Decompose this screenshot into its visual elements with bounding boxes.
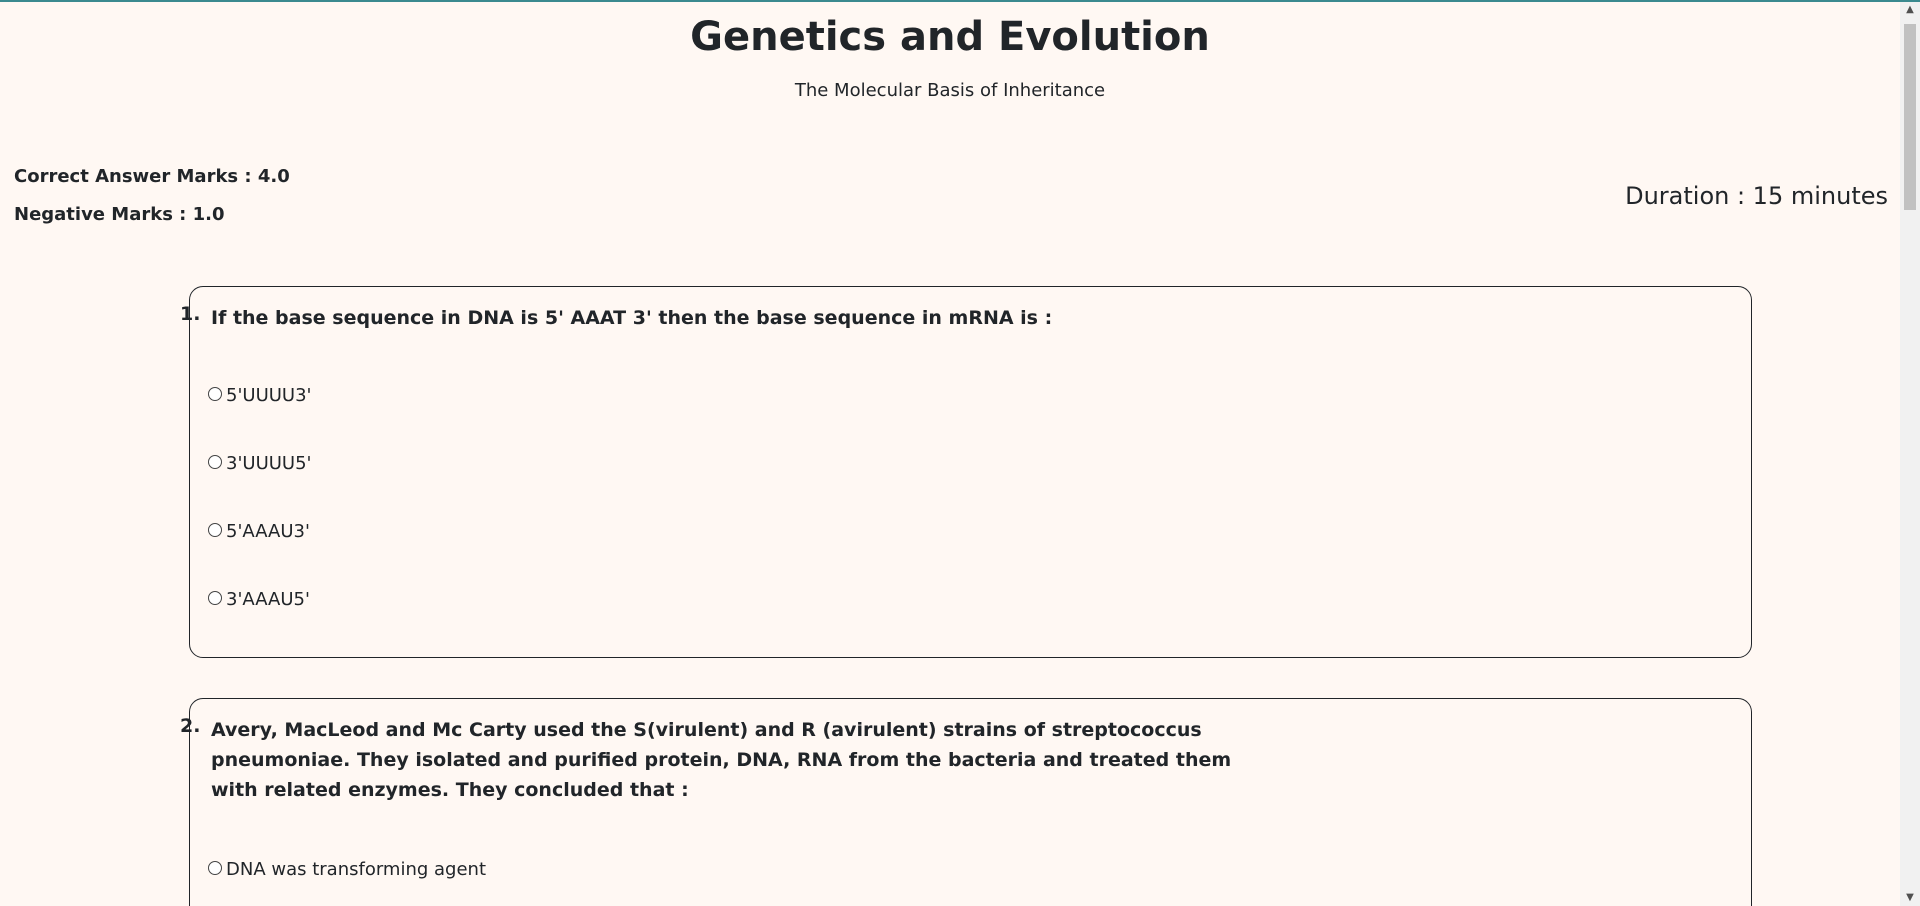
radio-button-icon[interactable] xyxy=(208,455,222,469)
question-number: 1. xyxy=(180,303,201,325)
question-card-1 xyxy=(180,286,1752,658)
option-1b[interactable] xyxy=(208,453,312,474)
option-1a[interactable] xyxy=(208,385,312,406)
scrollbar-thumb[interactable] xyxy=(1904,24,1916,210)
radio-button-icon[interactable] xyxy=(208,591,222,605)
option-1c[interactable] xyxy=(208,521,310,542)
vertical-scrollbar[interactable] xyxy=(1900,2,1920,906)
question-text: Avery, MacLeod and Mc Carty used the S(virulent) and R (avirulent) strains of streptococcus pneumoniae. They isolated and purified protein, DNA, RNA from the bacteria and treated them with related enzymes. They concluded that : xyxy=(211,719,1232,801)
scroll-up-arrow-icon[interactable]: ▲ xyxy=(1906,4,1914,15)
option-label: 5'AAAU3' xyxy=(226,521,310,542)
question-card-2 xyxy=(180,698,1752,906)
question-number: 2. xyxy=(180,715,201,737)
option-label: 3'AAAU5' xyxy=(226,589,310,610)
scroll-down-arrow-icon[interactable]: ▼ xyxy=(1906,892,1914,903)
option-label: DNA was transforming agent xyxy=(226,859,487,880)
question-text: If the base sequence in DNA is 5' AAAT 3' then the base sequence in mRNA is : xyxy=(211,307,1053,329)
duration-label: Duration : 15 minutes xyxy=(1625,182,1888,210)
option-2a[interactable] xyxy=(208,859,486,880)
radio-button-icon[interactable] xyxy=(208,523,222,537)
page-subtitle: The Molecular Basis of Inheritance xyxy=(794,80,1106,101)
option-1d[interactable] xyxy=(208,589,310,610)
quiz-page xyxy=(6,2,1898,906)
radio-button-icon[interactable] xyxy=(208,387,222,401)
radio-button-icon[interactable] xyxy=(208,861,222,875)
correct-answer-marks: Correct Answer Marks : 4.0 xyxy=(14,166,290,187)
option-label: 5'UUUU3' xyxy=(226,385,312,406)
option-label: 3'UUUU5' xyxy=(226,453,312,474)
page-title: Genetics and Evolution xyxy=(690,14,1210,60)
negative-marks: Negative Marks : 1.0 xyxy=(14,204,225,225)
